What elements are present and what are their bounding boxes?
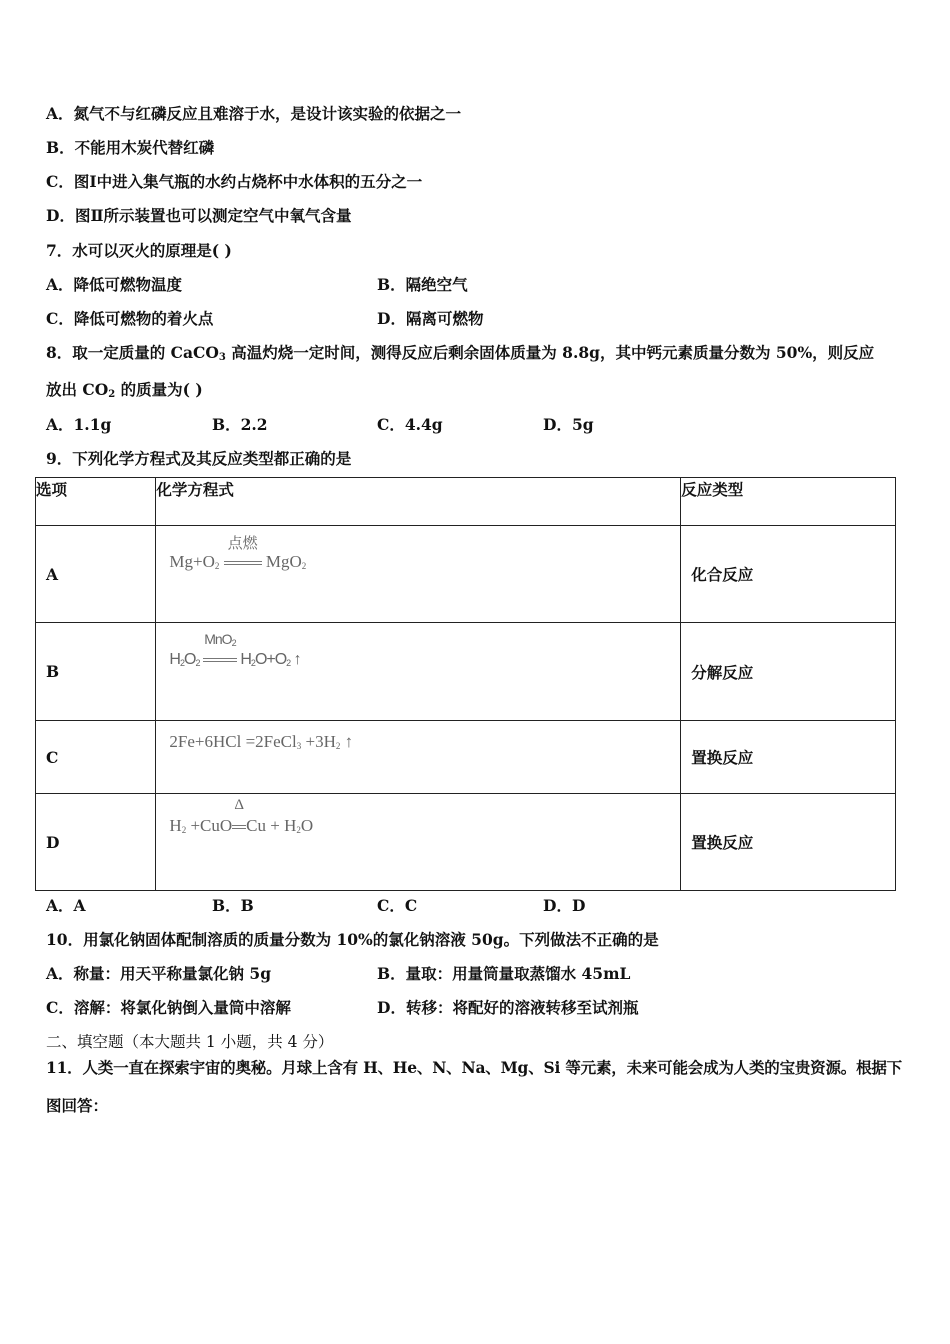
q10-option-b: B．量取：用量筒量取蒸馏水 45mL [377,964,631,983]
q9-option-d: D．D [543,896,586,915]
q9-table [35,477,896,891]
q9-option-b: B．B [212,896,254,915]
row-d-type: 置换反应 [681,794,896,891]
header-equation: 化学方程式 [156,478,681,526]
condition-heat: Δ [234,797,244,813]
row-a-option: A [36,526,156,623]
row-b-option: B [36,623,156,721]
table-row-a [36,526,896,623]
q8-option-b: B．2.2 [212,415,268,434]
row-c-option: C [36,721,156,794]
q6-option-c: C．图Ⅰ中进入集气瓶的水约占烧杯中水体积的五分之一 [46,172,423,191]
header-option: 选项 [36,478,156,526]
row-d-equation: $H_2 +CuO$ Δ $Cu + H_2O$ [156,794,681,891]
q8-option-a: A．1.1g [46,415,112,434]
q6-option-b: B．不能用木炭代替红磷 [46,138,215,157]
table-header-row [36,478,896,526]
gas-arrow-icon: ↑ [344,732,354,751]
gas-arrow-icon: ↑ [293,651,301,668]
table-row-b [36,623,896,721]
q10-option-d: D．转移：将配好的溶液转移至试剂瓶 [377,998,639,1017]
q7-option-d: D．隔离可燃物 [377,309,484,328]
row-d-option: D [36,794,156,891]
row-b-equation: $H_2O_2$ MnO$_2$ $H_2O+O_2$ ↑ [156,623,681,721]
q7-option-c: C．降低可燃物的着火点 [46,309,214,328]
q11-stem-line1: 11．人类一直在探索宇宙的奥秘。月球上含有 H、He、N、Na、Mg、Si 等元素，未来可能会成为人类的宝贵资源。根据下 [46,1058,902,1077]
q7-stem: 7．水可以灭火的原理是( ) [46,241,232,260]
q6-option-a: A．氮气不与红磷反应且难溶于水，是设计该实验的依据之一 [46,104,462,123]
q9-option-a: A．A [46,896,86,915]
condition-ignite: 点燃 [227,536,258,552]
q7-option-a: A．降低可燃物温度 [46,275,183,294]
table-row-d [36,794,896,891]
row-a-equation: $Mg+O_2$ 点燃 MgO$_2$ [156,526,681,623]
q9-stem: 9．下列化学方程式及其反应类型都正确的是 [46,449,352,468]
q10-option-c: C．溶解：将氯化钠倒入量筒中溶解 [46,998,291,1017]
row-c-type: 置换反应 [681,721,896,794]
header-type: 反应类型 [681,478,896,526]
q8-stem-line2: 放出 $CO_2$ 的质量为( ) [46,380,203,400]
q10-option-a: A．称量：用天平称量氯化钠 5g [46,964,272,983]
q8-option-d: D．5g [543,415,594,434]
q6-option-d: D．图Ⅱ所示装置也可以测定空气中氧气含量 [46,206,352,225]
q11-stem-line2: 图回答： [46,1096,109,1115]
q7-option-b: B．隔绝空气 [377,275,468,294]
q8-stem-line1: 8．取一定质量的 CaCO$_3$ 高温灼烧一定时间，测得反应后剩余固体质量为 8.8g，其中钙元素质量分数为 50%，则反应 [46,343,875,363]
row-a-type: 化合反应 [681,526,896,623]
row-b-type: 分解反应 [681,623,896,721]
condition-catalyst: MnO$_2$ [204,631,236,648]
q10-stem: 10．用氯化钠固体配制溶质的质量分数为 10%的氯化钠溶液 50g。下列做法不正确的是 [46,930,659,949]
table-row-c [36,721,896,794]
q9-option-c: C．C [377,896,418,915]
q8-option-c: C．4.4g [377,415,443,434]
row-c-equation: 2Fe+6HCl =2FeCl$_3$ $+3H_2$ ↑ [156,721,681,794]
section-title: 二、填空题（本大题共 1 小题，共 4 分） [46,1033,334,1051]
